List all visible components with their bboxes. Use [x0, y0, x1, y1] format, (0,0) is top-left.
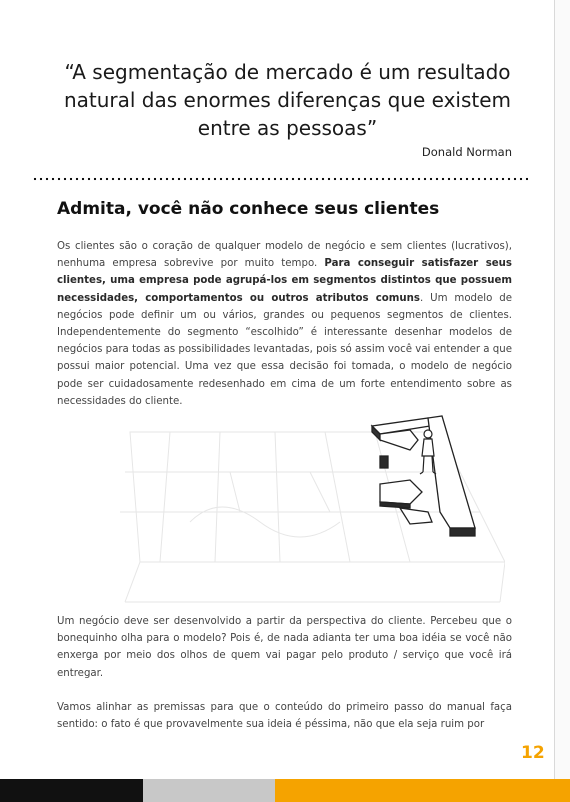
footer-segment-gray — [143, 779, 275, 802]
business-model-illustration — [110, 412, 505, 608]
footer-segment-black — [0, 779, 143, 802]
quote-author: Donald Norman — [421, 145, 512, 159]
intro-text-end: . Um modelo de negócios pode definir um ou vários, grandes ou pequenos segmentos de clientes. Independentemente do segmento “escolhido” é interessante desenhar modelos de negócios para todas as possibilidades levantadas, pois só assim você vai entender a que possui maior potencial. Uma vez que essa decisão foi tomada, o modelo de negócio pode ser cuidadosamente redesenhado em cima de um forte entendimento sobre as necessidades do cliente. — [57, 292, 513, 407]
page-edge — [555, 0, 570, 802]
premises-paragraph: Vamos alinhar as premissas para que o conteúdo do primeiro passo do manual faça sentido: o fato é que provavelmente sua ideia é péssima, não que ela seja ruim por — [57, 702, 512, 731]
footer-segment-orange — [275, 779, 570, 802]
dotted-divider — [32, 177, 528, 181]
intro-text-start: Os clientes são o coração de qualquer modelo de negócio e sem clientes (lucrativos), nenhuma empresa sobrevive por muito tempo. — [57, 241, 512, 270]
page-number: 12 — [521, 743, 545, 763]
customer-perspective-paragraph: Um negócio deve ser desenvolvido a partir da perspectiva do cliente. Percebeu que o bonequinho olha para o modelo? Pois é, de nada adianta ter uma boa idéia se você não enxerga por meio dos olhos de quem vai pagar pelo produto / serviço que você irá entregar. — [57, 616, 512, 679]
intro-paragraph — [57, 238, 512, 410]
intro-text-bold: Para conseguir satisfazer seus clientes, uma empresa pode agrupá-los em segmentos distintos que possuem necessidades, comportamentos ou outros atributos comuns — [57, 258, 512, 304]
footer-color-bar — [0, 779, 570, 802]
section-heading: Admita, você não conhece seus clientes — [57, 199, 440, 219]
epigraph-quote: “A segmentação de mercado é um resultado natural das enormes diferenças que existem entre as pessoas” — [63, 60, 512, 140]
